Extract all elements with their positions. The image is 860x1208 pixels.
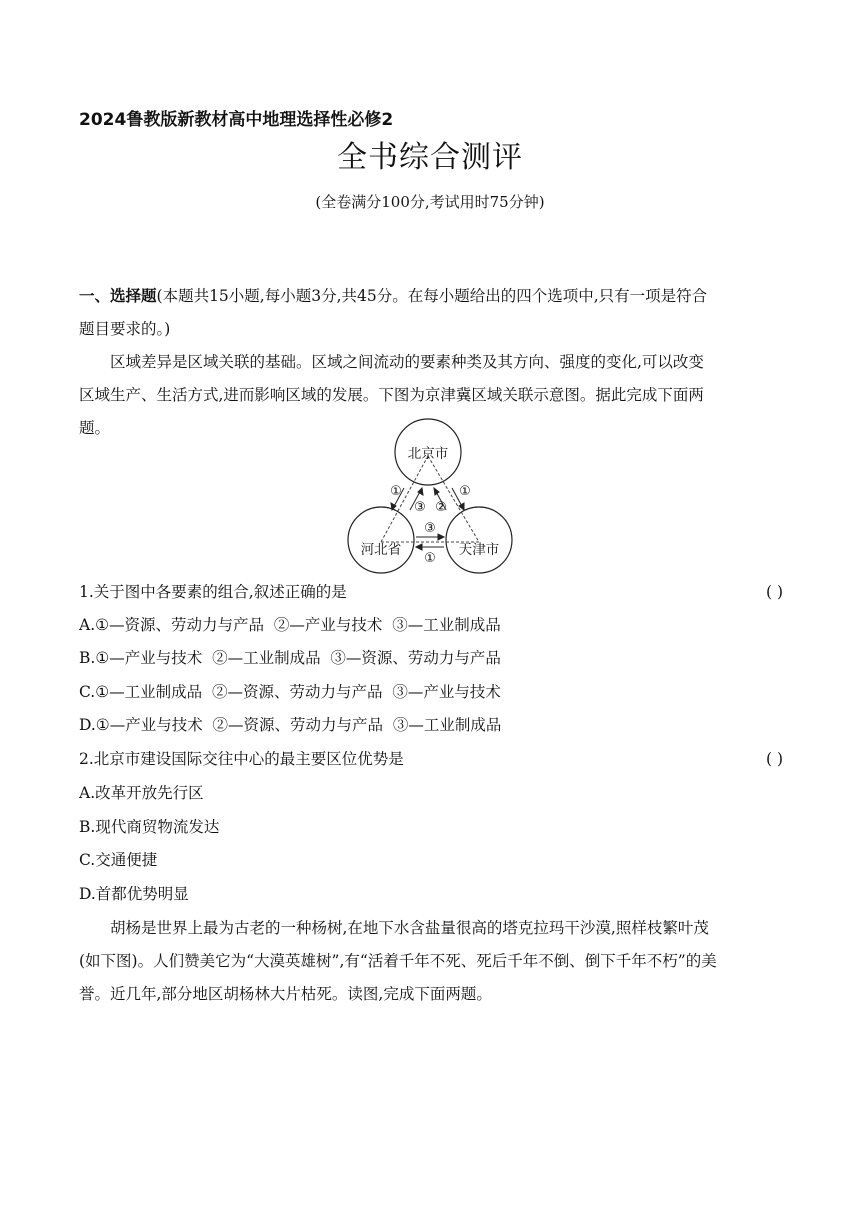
exam-info: (全卷满分100分,考试用时75分钟) (315, 193, 545, 211)
question-1-option-d: D.①—产业与技术 ②—资源、劳动力与产品 ③—工业制成品 (79, 716, 502, 734)
mark-2-right: ② (435, 500, 447, 515)
question-1-option-b: B.①—产业与技术 ②—工业制成品 ③—资源、劳动力与产品 (79, 649, 501, 667)
question-2-option-b: B.现代商贸物流发达 (79, 818, 220, 836)
question-2-stem (79, 743, 783, 776)
passage-2-line-1: 胡杨是世界上最为古老的一种杨树,在地下水含盐量很高的塔克拉玛干沙漠,照样枝繁叶茂 (110, 919, 709, 937)
instructions-line-2: 题目要求的。) (79, 320, 171, 338)
question-2-text: 2.北京市建设国际交往中心的最主要区位优势是 (79, 750, 404, 768)
section-heading: 一、选择题 (79, 287, 157, 305)
passage-1-line-2: 区域生产、生活方式,进而影响区域的发展。下图为京津冀区域关联示意图。据此完成下面两 (79, 386, 704, 404)
region-link-diagram (340, 418, 520, 578)
instructions-line-1: (本题共15小题,每小题3分,共45分。在每小题给出的四个选项中,只有一项是符合 (156, 287, 708, 305)
hebei-circle (348, 507, 414, 573)
mark-1-bottom: ① (424, 551, 436, 566)
page-title: 全书综合测评 (337, 140, 523, 175)
passage-2-line-3: 誉。近几年,部分地区胡杨林大片枯死。读图,完成下面两题。 (79, 985, 492, 1003)
tianjin-circle (446, 507, 512, 573)
dashed-link-bj-hb (381, 456, 428, 542)
question-2-option-c: C.交通便捷 (79, 851, 158, 869)
question-1-option-a: A.①—资源、劳动力与产品 ②—产业与技术 ③—工业制成品 (79, 616, 501, 634)
tianjin-label: 天津市 (458, 542, 500, 558)
mark-3-left: ③ (414, 500, 426, 515)
question-1-option-c: C.①—工业制成品 ②—资源、劳动力与产品 ③—产业与技术 (79, 683, 501, 701)
question-1-answer-blank: ( ) (765, 583, 783, 601)
hebei-label: 河北省 (360, 542, 402, 558)
mark-1-left: ① (390, 484, 402, 499)
beijing-label: 北京市 (407, 446, 449, 462)
mark-1-right: ① (459, 484, 471, 499)
course-title: 2024鲁教版新教材高中地理选择性必修2 (79, 110, 394, 130)
question-1-text: 1.关于图中各要素的组合,叙述正确的是 (79, 583, 347, 601)
passage-1-line-1: 区域差异是区域关联的基础。区域之间流动的要素种类及其方向、强度的变化,可以改变 (110, 353, 704, 371)
question-1-stem (79, 576, 783, 609)
passage-2 (79, 912, 783, 1011)
mark-3-bottom: ③ (424, 521, 436, 536)
question-2-option-a: A.改革开放先行区 (79, 784, 204, 802)
passage-1-line-3: 题。 (79, 419, 111, 437)
question-2-answer-blank: ( ) (765, 750, 783, 768)
question-2-option-d: D.首都优势明显 (79, 885, 189, 903)
passage-2-line-2: (如下图)。人们赞美它为“大漠英雄树”,有“活着千年不死、死后千年不倒、倒下千年不朽”的美 (79, 952, 717, 970)
